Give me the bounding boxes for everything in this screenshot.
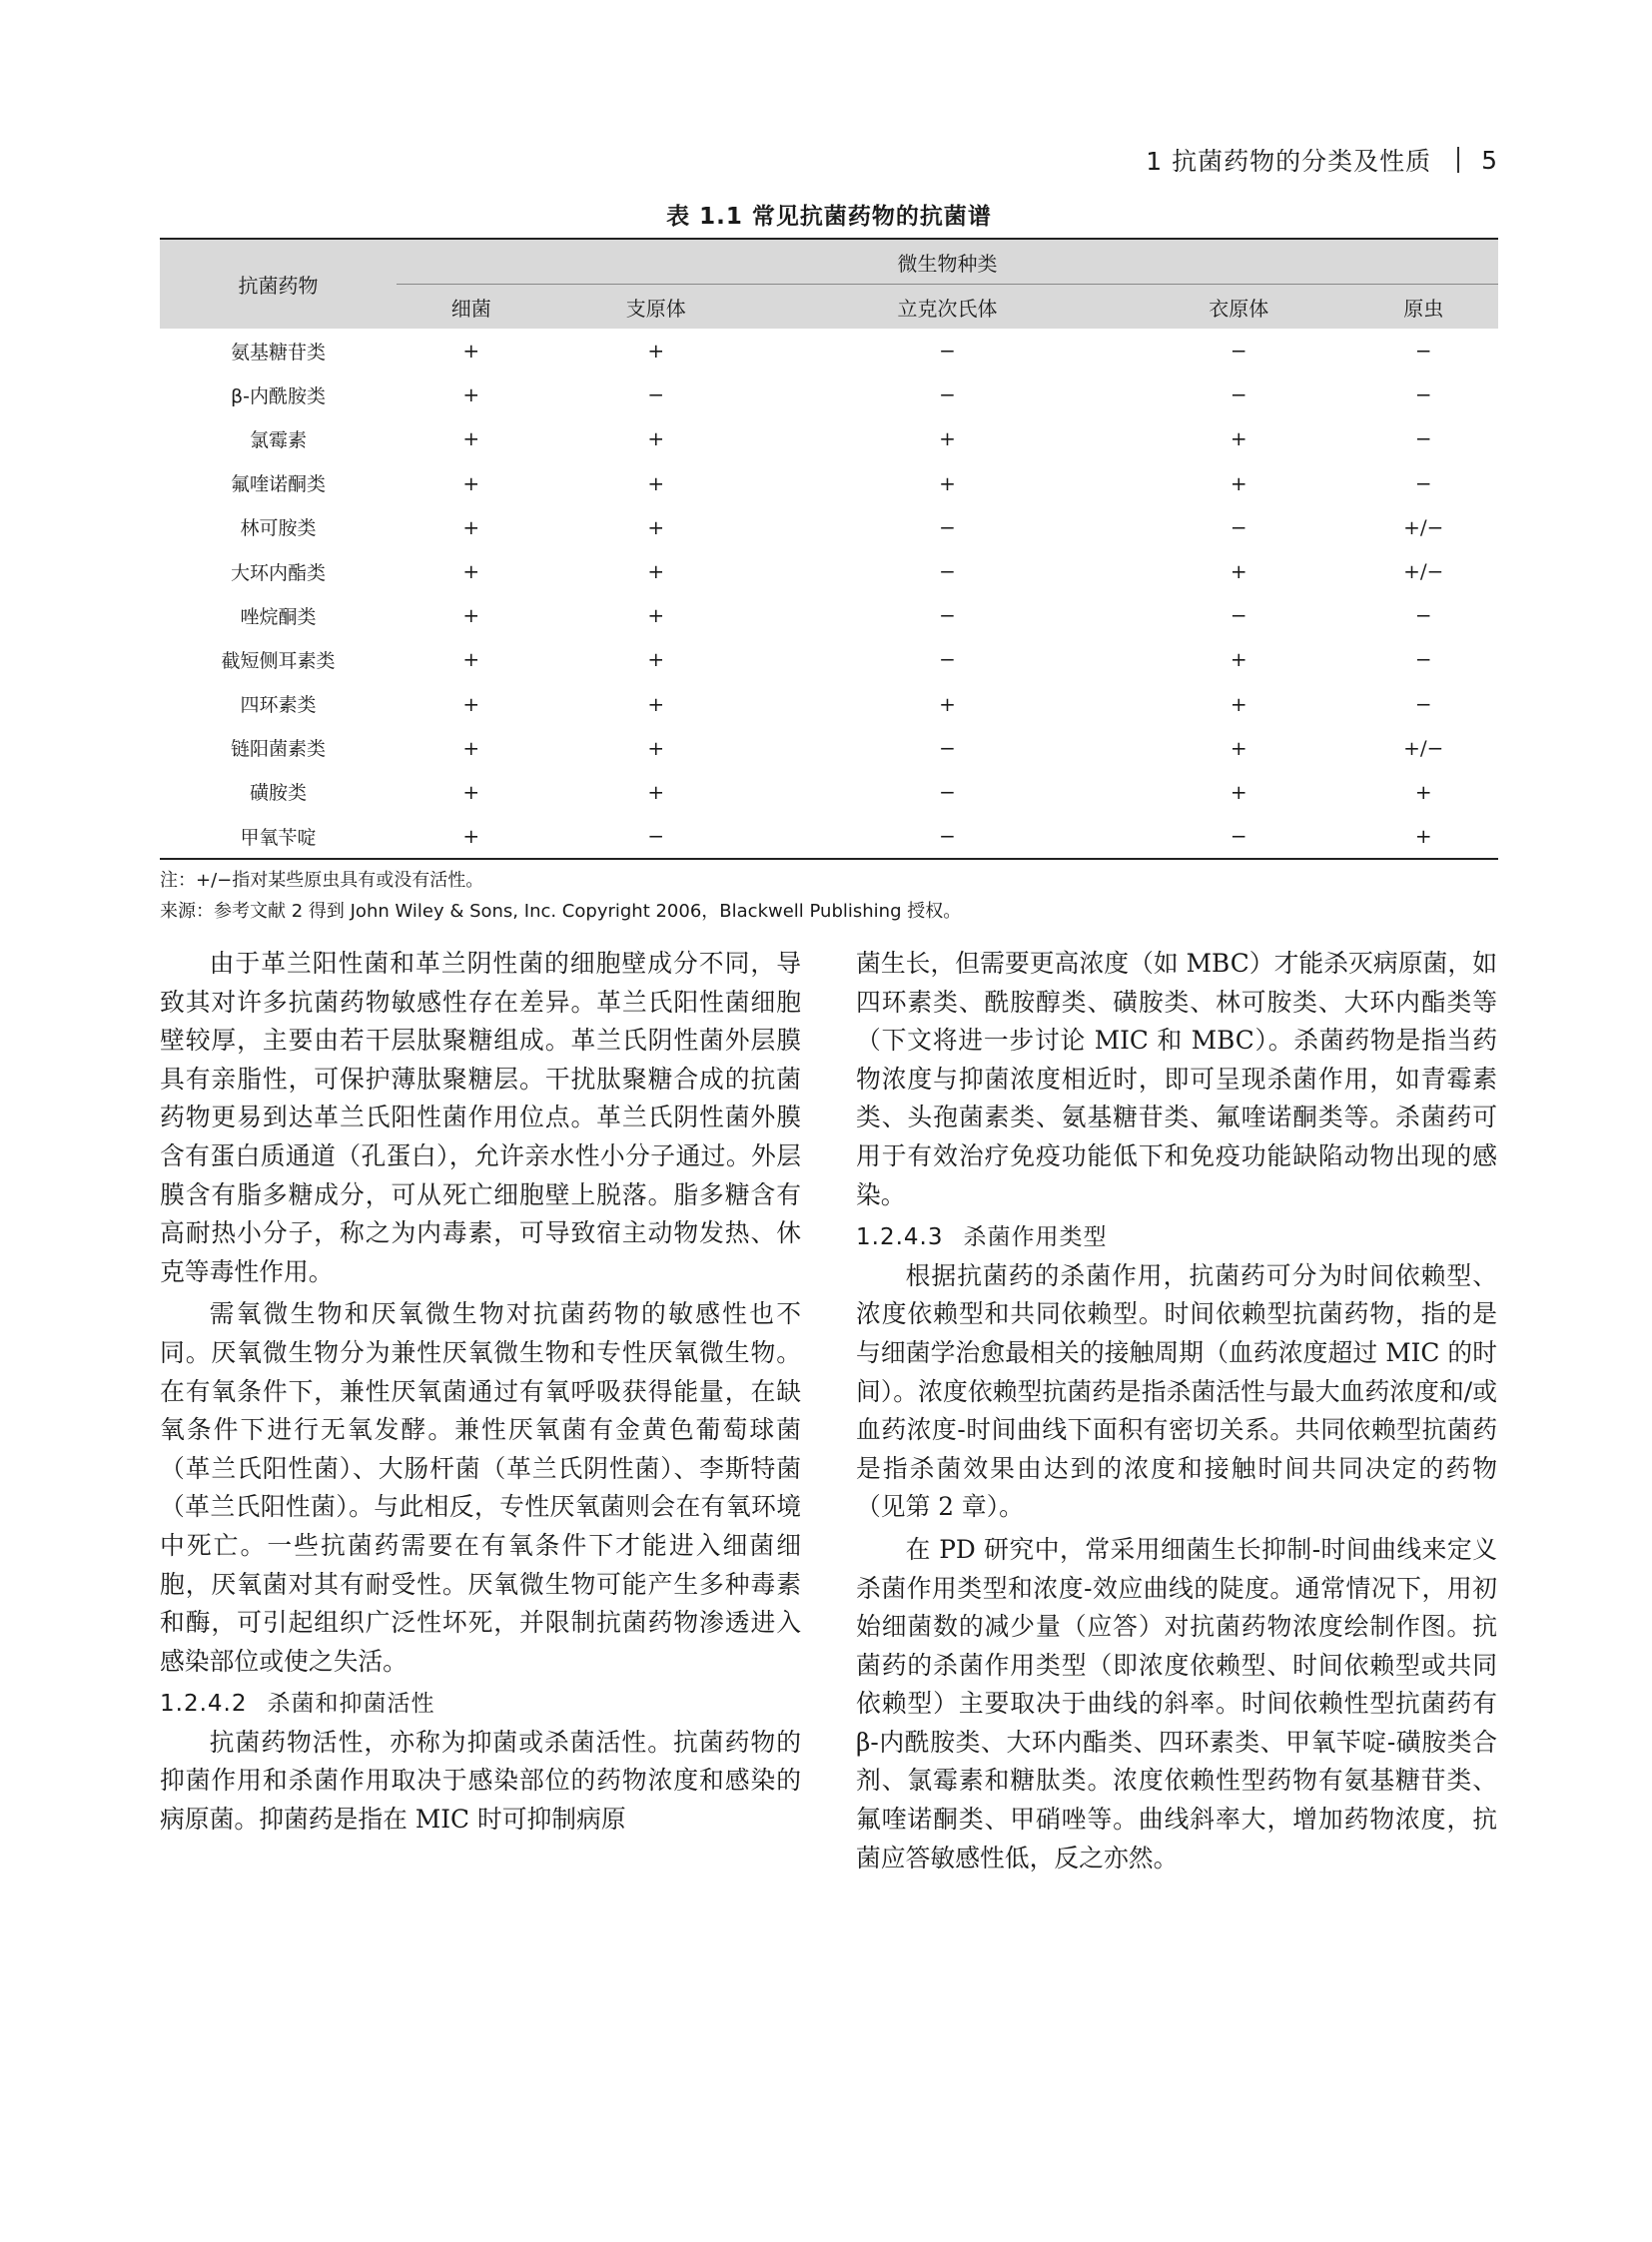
drug-class-cell: 氨基糖苷类 (230, 341, 326, 364)
drug-class-cell: 甲氧苄啶 (160, 814, 397, 859)
section-heading (856, 1218, 1497, 1257)
activity-cell: − (1414, 382, 1432, 407)
column-header: 细菌 (397, 285, 545, 330)
paragraph: 根据抗菌药的杀菌作用，抗菌药可分为时间依赖型、浓度依赖型和共同依赖型。时间依赖型抗菌药物，指的是与细菌学治愈最相关的接触周期（血药浓度超过 MIC 的时间）。浓度依赖型抗菌药是指杀菌活性与最大血药浓度和/或血药浓度-时间曲线下面积有密切关系。共同依赖型抗菌药是指杀菌效果由达到的浓度和接触时间共同决定的药物（见第 2 章）。 (856, 1260, 1497, 1522)
drug-class-cell: 氟喹诺酮类 (230, 473, 326, 496)
activity-cell: − (939, 514, 956, 539)
activity-cell: + (462, 339, 480, 364)
activity-cell: − (1129, 814, 1349, 859)
activity-cell: + (462, 691, 480, 716)
row-header: 抗菌药物 (160, 239, 397, 329)
table-row (160, 726, 1498, 770)
table-row (160, 461, 1498, 505)
running-header (1079, 140, 1498, 180)
activity-cell: + (462, 514, 480, 539)
right-text-column (856, 945, 1497, 1881)
activity-cell: − (766, 814, 1129, 859)
table-row (160, 593, 1498, 637)
paragraph: 需氧微生物和厌氧微生物对抗菌药物的敏感性也不同。厌氧微生物分为兼性厌氧微生物和专性厌氧微生物。在有氧条件下，兼性厌氧菌通过有氧呼吸获得能量，在缺氧条件下进行无氧发酵。兼性厌氧菌有金黄色葡萄球菌（革兰氏阳性菌）、大肠杆菌（革兰氏阴性菌）、李斯特菌（革兰氏阳性菌）。与此相反，专性厌氧菌则会在有氧环境中死亡。一些抗菌药需要在有氧条件下才能进入细菌细胞，厌氧菌对其有耐受性。厌氧微生物可能产生多种毒素和酶，可引起组织广泛性坏死，并限制抗菌药物渗透进入感染部位或使之失活。 (160, 1299, 801, 1676)
activity-cell: − (1230, 339, 1247, 364)
activity-cell: + (647, 647, 665, 672)
activity-cell: − (647, 382, 665, 407)
activity-cell: +/− (1403, 559, 1444, 584)
table-row (160, 329, 1498, 373)
chapter-title: 1 抗菌药物的分类及性质 (1146, 147, 1432, 176)
activity-cell: + (462, 779, 480, 804)
activity-cell: + (647, 691, 665, 716)
column-header: 立克次氏体 (766, 285, 1129, 330)
activity-cell: − (1414, 691, 1432, 716)
drug-class-cell: 四环素类 (240, 694, 317, 717)
activity-cell: + (397, 814, 545, 859)
activity-cell: + (1230, 559, 1247, 584)
activity-cell: + (1230, 470, 1247, 495)
table-row (160, 770, 1498, 814)
drug-class-cell: 唑烷酮类 (240, 605, 317, 628)
activity-cell: + (1414, 779, 1432, 804)
activity-cell: + (939, 426, 956, 451)
activity-cell: + (1230, 426, 1247, 451)
activity-cell: + (647, 559, 665, 584)
table-row (160, 637, 1498, 681)
activity-cell: − (939, 559, 956, 584)
activity-cell: + (462, 559, 480, 584)
table-note: 注：+/−指对某些原虫具有或没有活性。 (160, 870, 484, 891)
activity-cell: + (462, 382, 480, 407)
activity-cell: + (1230, 735, 1247, 760)
drug-class-cell: 磺胺类 (249, 782, 307, 805)
drug-class-cell: 截短侧耳素类 (221, 649, 336, 672)
activity-cell: + (647, 603, 665, 628)
group-header: 微生物种类 (397, 239, 1498, 285)
column-header: 原虫 (1349, 285, 1498, 330)
activity-cell: + (647, 514, 665, 539)
activity-cell: + (462, 603, 480, 628)
activity-cell: +/− (1403, 735, 1444, 760)
paragraph: 由于革兰阳性菌和革兰阴性菌的细胞壁成分不同，导致其对许多抗菌药物敏感性存在差异。革兰氏阳性菌细胞壁较厚，主要由若干层肽聚糖组成。革兰氏阴性菌外层膜具有亲脂性，可保护薄肽聚糖层。干扰肽聚糖合成的抗菌药物更易到达革兰氏阳性菌作用位点。革兰氏阴性菌外膜含有蛋白质通道（孔蛋白），允许亲水性小分子通过。外层膜含有脂多糖成分，可从死亡细胞壁上脱落。脂多糖含有高耐热小分子，称之为内毒素，可导致宿主动物发热、休克等毒性作用。 (160, 949, 801, 1286)
activity-cell: − (939, 339, 956, 364)
activity-cell: − (939, 382, 956, 407)
activity-cell: − (1414, 339, 1432, 364)
drug-class-cell: 林可胺类 (240, 517, 317, 540)
antimicrobial-spectrum-table (160, 238, 1498, 860)
column-header: 支原体 (545, 285, 766, 330)
activity-cell: + (1349, 814, 1498, 859)
activity-cell: − (545, 814, 766, 859)
table-notes (160, 865, 1498, 927)
left-text-column (160, 945, 801, 1844)
activity-cell: + (1230, 647, 1247, 672)
page-number: 5 (1481, 145, 1498, 175)
activity-cell: − (1230, 514, 1247, 539)
activity-cell: − (1414, 470, 1432, 495)
drug-class-cell: 氯霉素 (249, 428, 307, 451)
section-heading (160, 1685, 801, 1724)
activity-cell: − (1230, 382, 1247, 407)
table-row (160, 814, 1498, 859)
table-row (160, 416, 1498, 460)
paragraph: 在 PD 研究中，常采用细菌生长抑制-时间曲线来定义杀菌作用类型和浓度-效应曲线的陡度。通常情况下，用初始细菌数的减少量（应答）对抗菌药物浓度绘制作图。抗菌药的杀菌作用类型（即浓度依赖型、时间依赖型或共同依赖型）主要取决于曲线的斜率。时间依赖性型抗菌药有 β-内酰胺类、大环内酯类、四环素类、甲氧苄啶-磺胺类合剂、氯霉素和糖肽类。浓度依赖性型药物有氨基糖苷类、氟喹诺酮类、甲硝唑等。曲线斜率大，增加药物浓度，抗菌应答敏感性低，反之亦然。 (856, 1534, 1497, 1872)
activity-cell: − (1414, 426, 1432, 451)
paragraph: 抗菌药物活性，亦称为抑菌或杀菌活性。抗菌药物的抑菌作用和杀菌作用取决于感染部位的药物浓度和感染的病原菌。抑菌药是指在 MIC 时可抑制病原 (160, 1727, 801, 1835)
activity-cell: +/− (1403, 514, 1444, 539)
activity-cell: + (462, 470, 480, 495)
table-source: 来源：参考文献 2 得到 John Wiley & Sons, Inc. Copyright 2006，Blackwell Publishing 授权。 (160, 901, 962, 922)
activity-cell: + (1230, 691, 1247, 716)
table-row (160, 682, 1498, 726)
activity-cell: − (1414, 647, 1432, 672)
activity-cell: + (462, 426, 480, 451)
header-divider (1457, 147, 1459, 173)
drug-class-cell: β-内酰胺类 (231, 384, 326, 407)
activity-cell: − (939, 647, 956, 672)
section-number: 1.2.4.3 (856, 1224, 944, 1251)
activity-cell: + (647, 339, 665, 364)
activity-cell: − (939, 603, 956, 628)
activity-cell: − (1230, 603, 1247, 628)
paragraph: 菌生长，但需要更高浓度（如 MBC）才能杀灭病原菌，如四环素类、酰胺醇类、磺胺类、林可胺类、大环内酯类等（下文将进一步讨论 MIC 和 MBC）。杀菌药物是指当药物浓度与抑菌浓度相近时，即可呈现杀菌作用，如青霉素类、头孢菌素类、氨基糖苷类、氟喹诺酮类等。杀菌药可用于有效治疗免疫功能低下和免疫功能缺陷动物出现的感染。 (856, 949, 1497, 1209)
drug-class-cell: 大环内酯类 (230, 561, 326, 584)
activity-cell: + (462, 735, 480, 760)
activity-cell: − (1414, 603, 1432, 628)
activity-cell: + (1230, 779, 1247, 804)
drug-class-cell: 链阳菌素类 (230, 738, 326, 761)
activity-cell: + (647, 426, 665, 451)
table-row (160, 505, 1498, 549)
table-row (160, 549, 1498, 593)
table-caption: 表 1.1 常见抗菌药物的抗菌谱 (666, 204, 992, 230)
section-title: 杀菌作用类型 (963, 1224, 1108, 1251)
column-header: 衣原体 (1129, 285, 1349, 330)
activity-cell: − (939, 735, 956, 760)
activity-cell: + (647, 470, 665, 495)
activity-cell: + (647, 735, 665, 760)
table-body (160, 329, 1498, 859)
table-row (160, 373, 1498, 416)
activity-cell: + (939, 470, 956, 495)
activity-cell: + (462, 647, 480, 672)
activity-cell: + (647, 779, 665, 804)
section-number: 1.2.4.2 (160, 1691, 248, 1718)
activity-cell: + (939, 691, 956, 716)
section-title: 杀菌和抑菌活性 (267, 1691, 435, 1718)
activity-cell: − (939, 779, 956, 804)
